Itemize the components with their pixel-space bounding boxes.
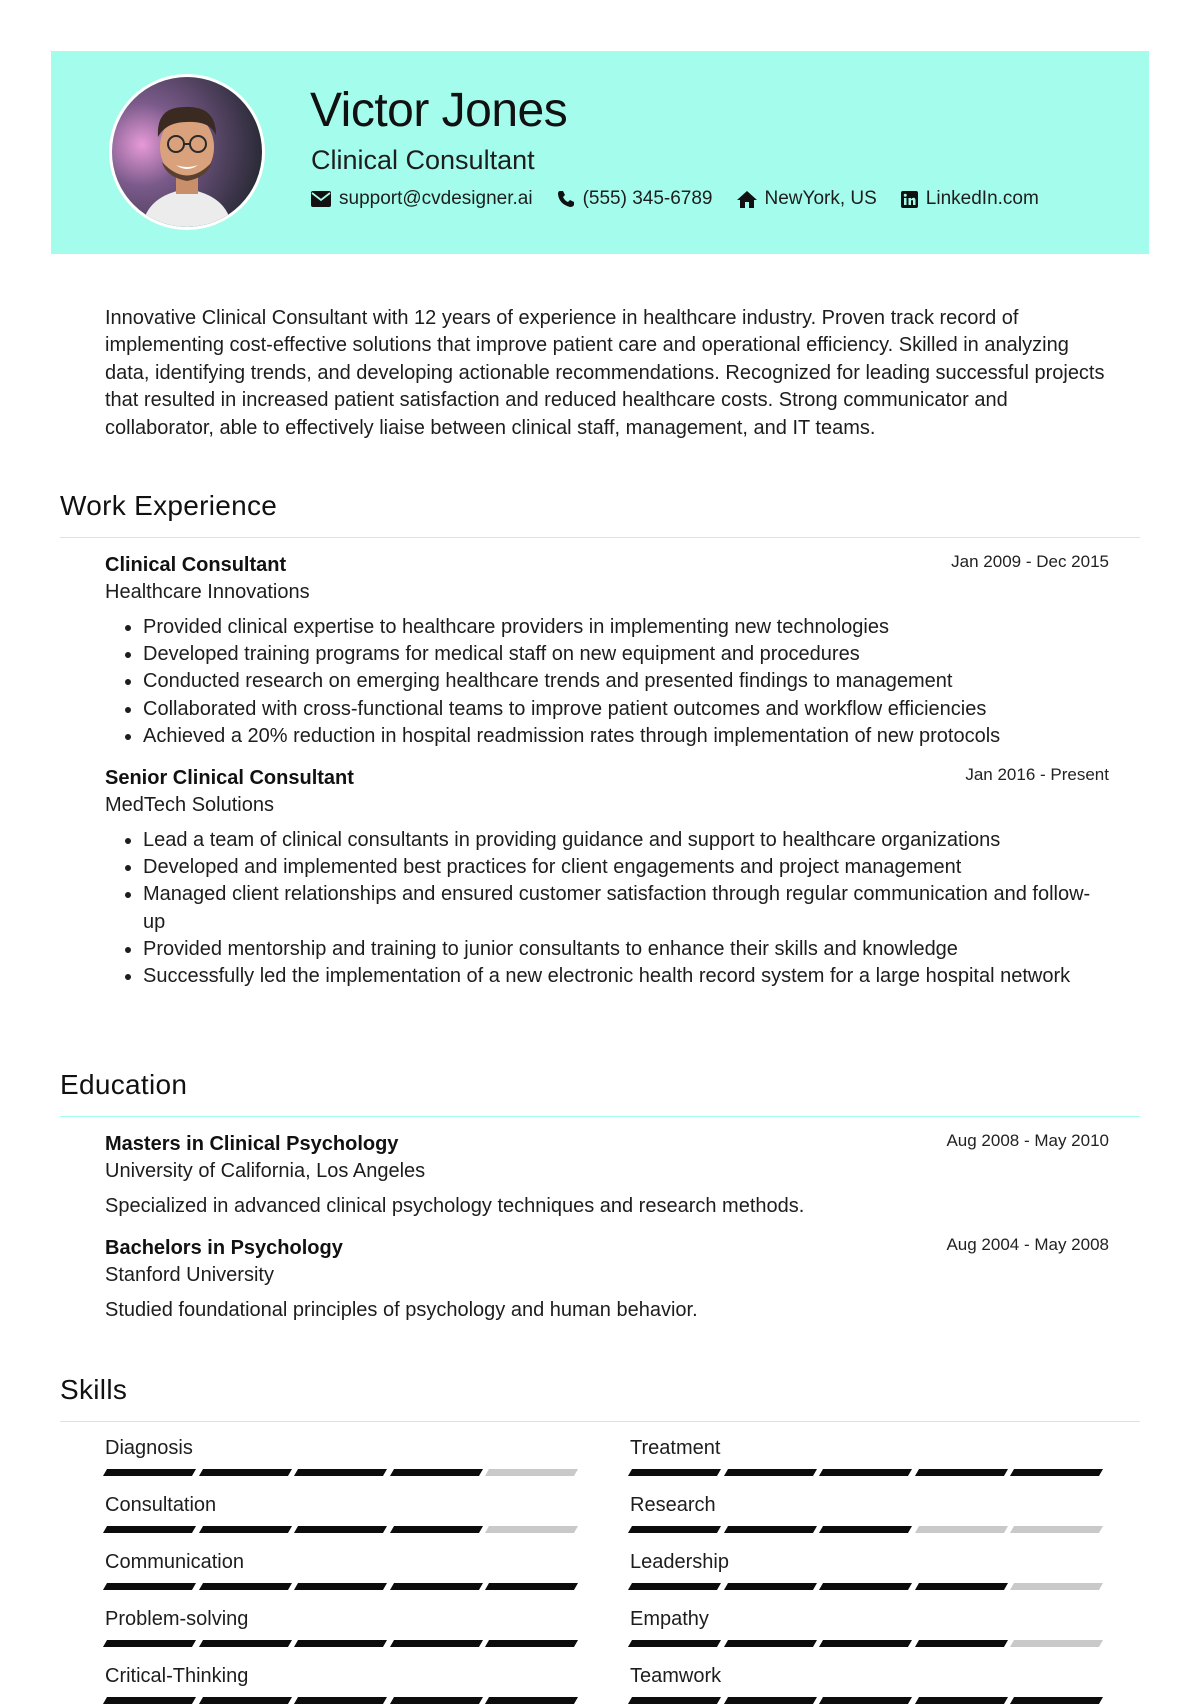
skill-segment-filled (819, 1640, 912, 1647)
skill-item (630, 1606, 1108, 1647)
skill-segment-empty (1010, 1583, 1103, 1590)
skill-segment-filled (199, 1526, 292, 1533)
skills-heading: Skills (60, 1374, 128, 1405)
job-bullets (105, 614, 1109, 750)
skill-segment-filled (103, 1640, 196, 1647)
education-entry (105, 1131, 1109, 1220)
contact-row (311, 188, 1063, 210)
skill-name: Research (630, 1494, 716, 1516)
location-text: NewYork, US (764, 188, 877, 209)
contact-linkedin[interactable] (901, 188, 1039, 210)
skill-level-bar (105, 1697, 583, 1704)
skill-segment-filled (819, 1469, 912, 1476)
skill-item (105, 1549, 583, 1590)
job-bullet: • Developed training programs for medical staff on new equipment and procedures (143, 641, 1109, 668)
skill-segment-filled (294, 1583, 387, 1590)
skill-level-bar (630, 1640, 1108, 1647)
email-text: support@cvdesigner.ai (339, 188, 533, 209)
skill-segment-filled (294, 1526, 387, 1533)
linkedin-icon (901, 191, 918, 208)
candidate-title: Clinical Consultant (311, 145, 535, 175)
skill-item (630, 1435, 1108, 1476)
profile-photo (109, 74, 265, 230)
skill-name: Communication (105, 1551, 244, 1573)
skill-level-bar (105, 1583, 583, 1590)
skill-segment-filled (390, 1526, 483, 1533)
resume-header (51, 51, 1149, 254)
skills-divider (60, 1421, 1140, 1422)
degree-title: Bachelors in Psychology (105, 1237, 343, 1259)
school-name: Stanford University (105, 1264, 274, 1286)
contact-phone[interactable] (557, 188, 713, 210)
education-dates: Aug 2008 - May 2010 (946, 1131, 1109, 1150)
skill-level-bar (105, 1469, 583, 1476)
skill-segment-filled (1010, 1697, 1103, 1704)
skill-segment-filled (819, 1526, 912, 1533)
job-bullet: • Provided mentorship and training to junior consultants to enhance their skills and knowledge (143, 936, 1109, 963)
skill-segment-filled (485, 1640, 578, 1647)
skill-segment-empty (485, 1469, 578, 1476)
contact-location (737, 188, 877, 210)
skill-segment-filled (485, 1583, 578, 1590)
skill-level-bar (630, 1526, 1108, 1533)
skill-item (630, 1492, 1108, 1533)
job-bullet: • Lead a team of clinical consultants in providing guidance and support to healthcare organizations (143, 827, 1109, 854)
job-bullet: • Provided clinical expertise to healthcare providers in implementing new technologies (143, 614, 1109, 641)
skill-segment-filled (628, 1640, 721, 1647)
job-dates: Jan 2016 - Present (965, 765, 1109, 784)
skill-level-bar (105, 1526, 583, 1533)
skill-level-bar (105, 1640, 583, 1647)
skill-segment-filled (199, 1583, 292, 1590)
job-title: Senior Clinical Consultant (105, 767, 354, 789)
job-entry (105, 765, 1109, 990)
phone-icon (557, 190, 575, 208)
contact-email[interactable] (311, 188, 533, 210)
skill-name: Problem-solving (105, 1608, 249, 1630)
skill-segment-filled (199, 1640, 292, 1647)
skill-item (105, 1492, 583, 1533)
skill-segment-filled (724, 1697, 817, 1704)
skill-segment-filled (724, 1469, 817, 1476)
skill-segment-filled (103, 1583, 196, 1590)
skill-segment-filled (915, 1697, 1008, 1704)
skill-segment-empty (485, 1526, 578, 1533)
skill-segment-filled (724, 1526, 817, 1533)
skill-item (105, 1606, 583, 1647)
skill-segment-filled (819, 1583, 912, 1590)
education-entry (105, 1235, 1109, 1324)
skill-segment-filled (628, 1697, 721, 1704)
job-bullet: • Managed client relationships and ensured customer satisfaction through regular communication and follow-up (143, 881, 1109, 935)
skill-segment-filled (485, 1697, 578, 1704)
skill-segment-empty (1010, 1526, 1103, 1533)
skill-segment-empty (915, 1526, 1008, 1533)
skill-segment-filled (628, 1526, 721, 1533)
job-bullet: • Conducted research on emerging healthcare trends and presented findings to management (143, 668, 1109, 695)
education-dates: Aug 2004 - May 2008 (946, 1235, 1109, 1254)
job-company: Healthcare Innovations (105, 581, 310, 603)
skill-segment-filled (915, 1640, 1008, 1647)
skill-segment-empty (1010, 1640, 1103, 1647)
job-entry (105, 552, 1109, 750)
linkedin-text: LinkedIn.com (925, 188, 1039, 209)
phone-text: (555) 345-6789 (582, 188, 713, 209)
skill-segment-filled (103, 1697, 196, 1704)
skill-segment-filled (390, 1583, 483, 1590)
skill-segment-filled (294, 1640, 387, 1647)
skill-name: Treatment (630, 1437, 721, 1459)
skill-segment-filled (294, 1697, 387, 1704)
skill-segment-filled (390, 1697, 483, 1704)
skill-segment-filled (103, 1469, 196, 1476)
job-bullet: • Developed and implemented best practices for client engagements and project management (143, 854, 1109, 881)
degree-title: Masters in Clinical Psychology (105, 1133, 399, 1155)
skill-segment-filled (1010, 1469, 1103, 1476)
skill-name: Diagnosis (105, 1437, 193, 1459)
education-divider (60, 1116, 1140, 1117)
skill-segment-filled (628, 1583, 721, 1590)
skill-item (630, 1549, 1108, 1590)
skill-name: Leadership (630, 1551, 729, 1573)
skill-segment-filled (724, 1583, 817, 1590)
job-bullets (105, 827, 1109, 990)
skill-level-bar (630, 1697, 1108, 1704)
job-bullet: • Achieved a 20% reduction in hospital readmission rates through implementation of new protocols (143, 723, 1109, 750)
skill-segment-filled (819, 1697, 912, 1704)
skill-segment-filled (628, 1469, 721, 1476)
skill-segment-filled (390, 1469, 483, 1476)
skill-segment-filled (724, 1640, 817, 1647)
skill-segment-filled (915, 1583, 1008, 1590)
job-bullet: • Collaborated with cross-functional teams to improve patient outcomes and workflow efficiencies (143, 696, 1109, 723)
profile-summary: Innovative Clinical Consultant with 12 years of experience in healthcare industry. Proven track record of implementing cost-effective solutions that improve patient care and operational efficiency. Skilled in analyzing data, identifying trends, and developing actionable recommendations. Recognized for leading successful projects that resulted in increased patient satisfaction and reduced healthcare costs. Strong communicator and collaborator, able to effectively liaise between clinical staff, management, and IT teams. (105, 307, 1105, 439)
job-bullet: • Successfully led the implementation of a new electronic health record system for a large hospital network (143, 963, 1109, 990)
skill-item (105, 1435, 583, 1476)
work-experience-heading: Work Experience (60, 490, 278, 521)
job-dates: Jan 2009 - Dec 2015 (951, 552, 1109, 571)
skill-name: Empathy (630, 1608, 709, 1630)
skill-segment-filled (103, 1526, 196, 1533)
skill-level-bar (630, 1469, 1108, 1476)
job-title: Clinical Consultant (105, 554, 287, 576)
envelope-icon (311, 191, 331, 207)
skill-segment-filled (199, 1469, 292, 1476)
education-heading: Education (60, 1069, 188, 1100)
candidate-name: Victor Jones (310, 84, 568, 137)
school-name: University of California, Los Angeles (105, 1160, 426, 1182)
skill-level-bar (630, 1583, 1108, 1590)
skill-name: Teamwork (630, 1665, 722, 1687)
skill-segment-filled (390, 1640, 483, 1647)
skill-segment-filled (915, 1469, 1008, 1476)
skill-segment-filled (199, 1697, 292, 1704)
skill-name: Consultation (105, 1494, 217, 1516)
job-company: MedTech Solutions (105, 794, 274, 816)
home-icon (737, 191, 757, 208)
education-description: Specialized in advanced clinical psychology techniques and research methods. (105, 1195, 805, 1217)
work-divider (60, 537, 1140, 538)
skill-segment-filled (294, 1469, 387, 1476)
skill-name: Critical-Thinking (105, 1665, 249, 1687)
education-description: Studied foundational principles of psychology and human behavior. (105, 1299, 698, 1321)
